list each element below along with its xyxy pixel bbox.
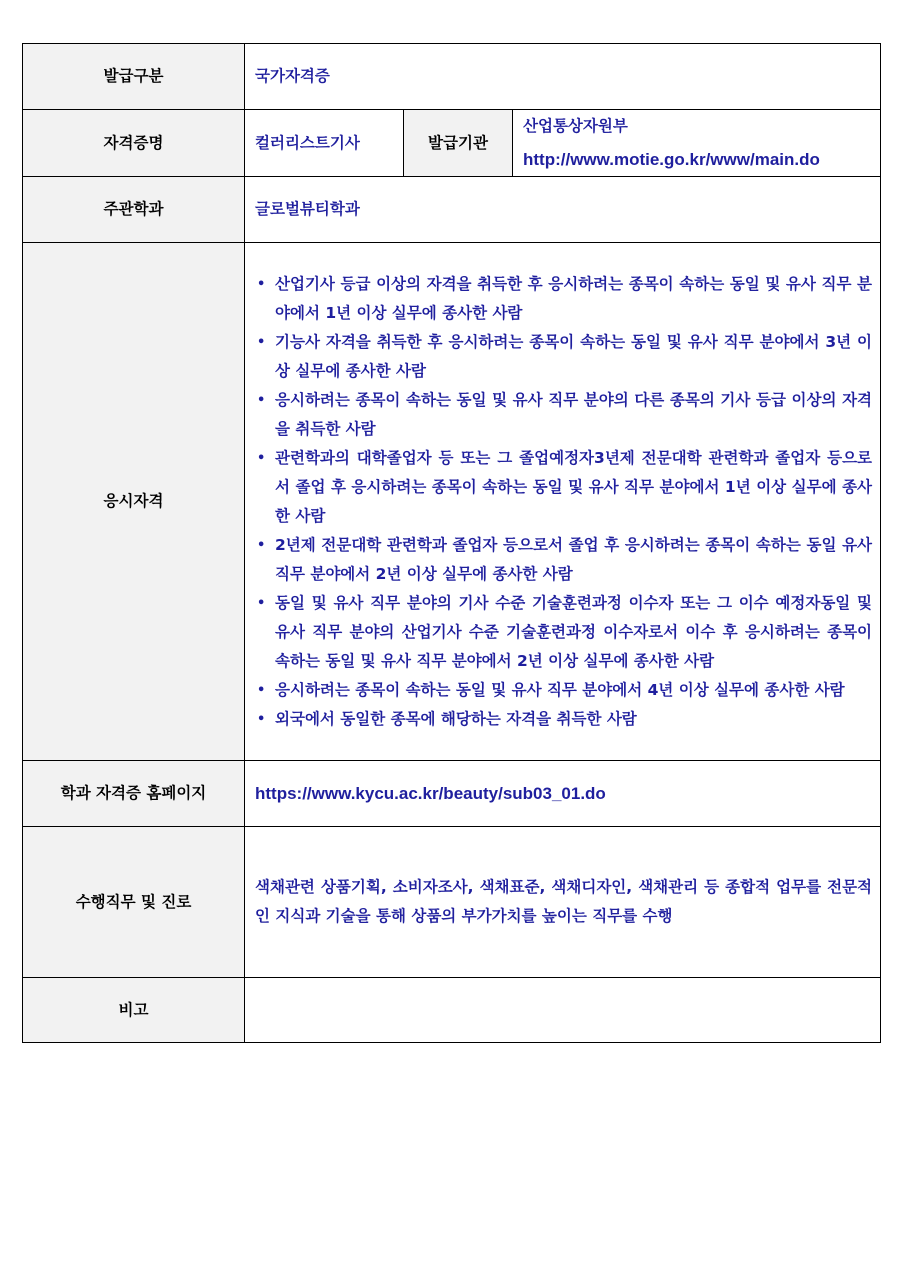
issuer-url-link[interactable]: http://www.motie.go.kr/www/main.do: [523, 150, 820, 169]
issuer-name: 산업통상자원부: [523, 117, 628, 135]
eligibility-cell: [245, 243, 881, 761]
homepage-label: 학과 자격증 홈페이지: [23, 761, 245, 827]
row-department: [23, 177, 881, 243]
issue-type-value: 국가자격증: [245, 44, 881, 110]
eligibility-label: 응시자격: [23, 243, 245, 761]
row-issue-type: [23, 44, 881, 110]
row-homepage: [23, 761, 881, 827]
career-value: 색채관련 상품기획, 소비자조사, 색채표준, 색채디자인, 색채관리 등 종합적 업무를 전문적인 지식과 기술을 통해 상품의 부가가치를 높이는 직무를 수행: [245, 827, 881, 978]
row-certificate: [23, 110, 881, 177]
homepage-url-link[interactable]: https://www.kycu.ac.kr/beauty/sub03_01.do: [245, 761, 881, 827]
issuer-label: 발급기관: [404, 110, 513, 177]
eligibility-item: • 관련학과의 대학졸업자 등 또는 그 졸업예정자3년제 전문대학 관련학과 졸업자 등으로서 졸업 후 응시하려는 종목이 속하는 동일 및 유사 직무 분야에서 1년 이상 실무에 종사한 사람: [255, 444, 872, 531]
eligibility-list: [255, 270, 872, 734]
department-value: 글로벌뷰티학과: [245, 177, 881, 243]
row-remarks: [23, 978, 881, 1043]
eligibility-item: • 2년제 전문대학 관련학과 졸업자 등으로서 졸업 후 응시하려는 종목이 속하는 동일 유사 직무 분야에서 2년 이상 실무에 종사한 사람: [255, 531, 872, 589]
issue-type-label: 발급구분: [23, 44, 245, 110]
eligibility-item: • 기능사 자격을 취득한 후 응시하려는 종목이 속하는 동일 및 유사 직무 분야에서 3년 이상 실무에 종사한 사람: [255, 328, 872, 386]
eligibility-item: • 동일 및 유사 직무 분야의 기사 수준 기술훈련과정 이수자 또는 그 이수 예정자동일 및 유사 직무 분야의 산업기사 수준 기술훈련과정 이수자로서 이수 후 응시하려는 종목이 속하는 동일 및 유사 직무 분야에서 2년 이상 실무에 종사한 사람: [255, 589, 872, 676]
eligibility-item: • 외국에서 동일한 종목에 해당하는 자격을 취득한 사람: [255, 705, 872, 734]
certificate-info-table: [22, 43, 881, 1043]
row-eligibility: [23, 243, 881, 761]
eligibility-item: • 응시하려는 종목이 속하는 동일 및 유사 직무 분야의 다른 종목의 기사 등급 이상의 자격을 취득한 사람: [255, 386, 872, 444]
remarks-label: 비고: [23, 978, 245, 1043]
eligibility-item: • 산업기사 등급 이상의 자격을 취득한 후 응시하려는 종목이 속하는 동일 및 유사 직무 분야에서 1년 이상 실무에 종사한 사람: [255, 270, 872, 328]
certificate-name: 컬러리스트기사: [245, 110, 404, 177]
certificate-label: 자격증명: [23, 110, 245, 177]
issuer-cell: [513, 110, 881, 177]
remarks-value: [245, 978, 881, 1043]
row-career: [23, 827, 881, 978]
department-label: 주관학과: [23, 177, 245, 243]
eligibility-item: • 응시하려는 종목이 속하는 동일 및 유사 직무 분야에서 4년 이상 실무에 종사한 사람: [255, 676, 872, 705]
career-label: 수행직무 및 진로: [23, 827, 245, 978]
